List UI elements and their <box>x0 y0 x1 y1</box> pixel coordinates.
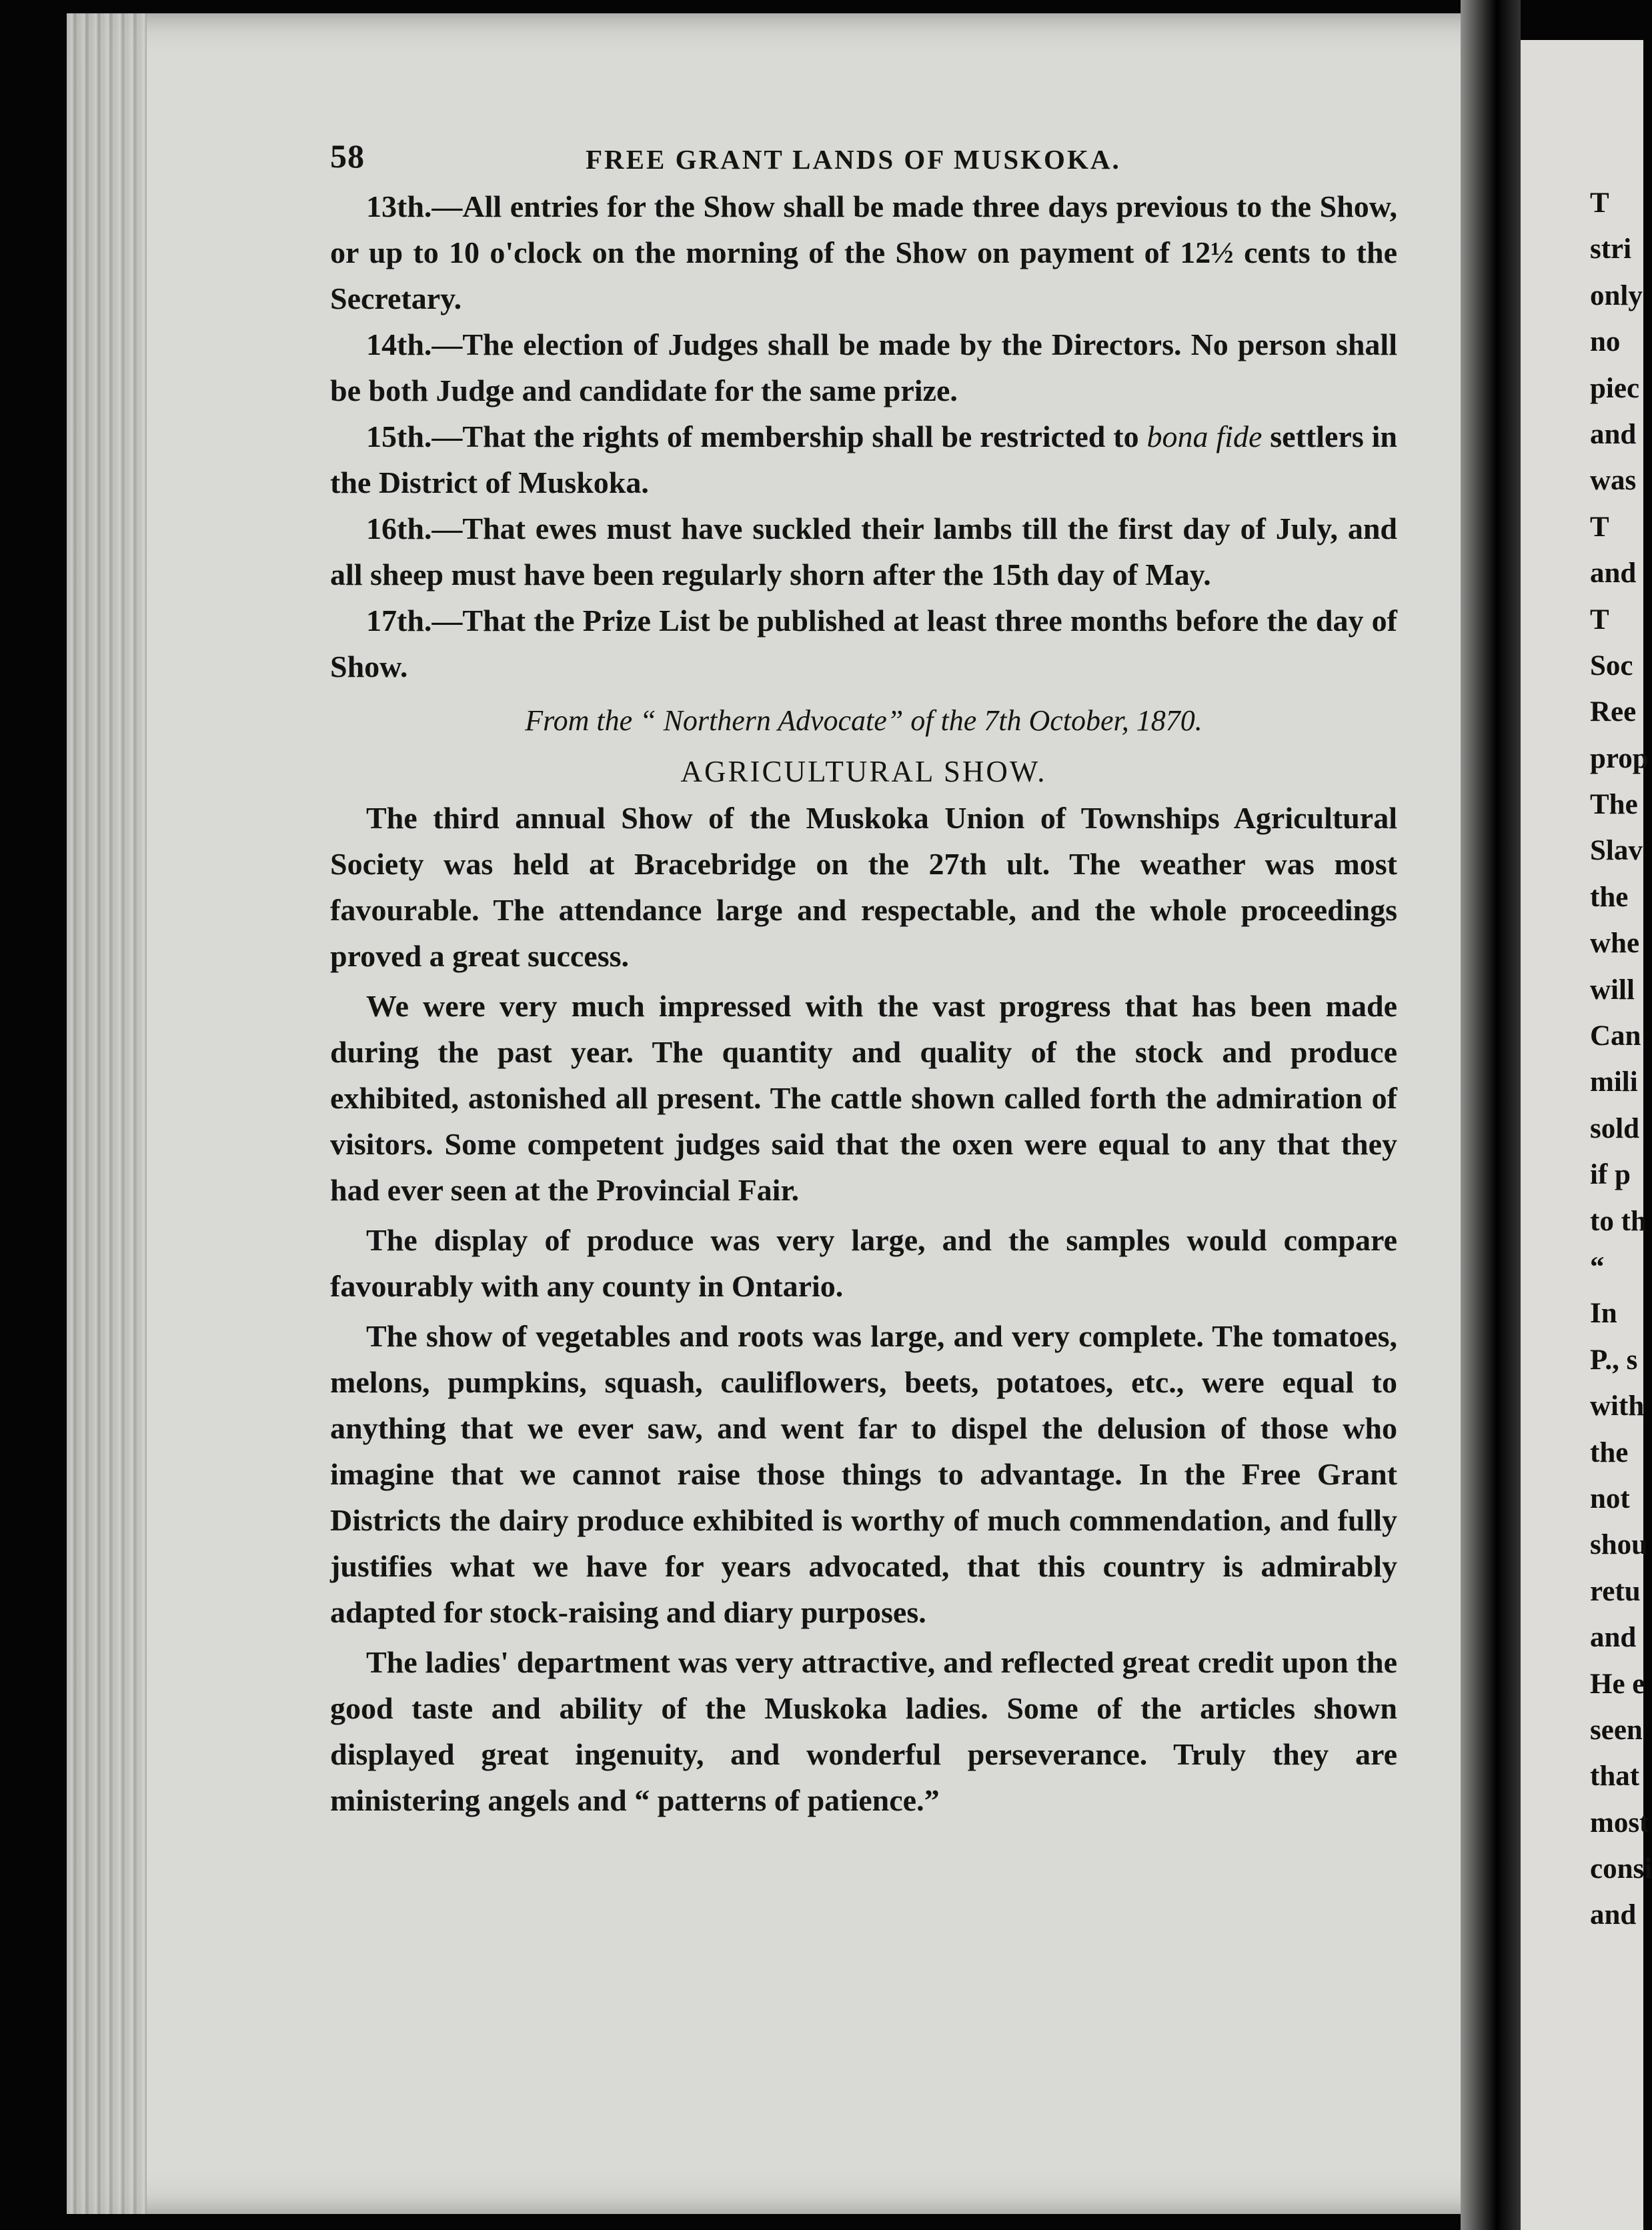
page-content <box>330 123 1397 1823</box>
page-number: 58 <box>330 137 365 175</box>
article-paragraph: The third annual Show of the Muskoka Union of Townships Agricultural Society was held at Bracebridge on the 27th ult. The weather was most favourable. The attendance large and respectable, and the whole proceedings proved a great success. <box>330 801 1397 973</box>
right-page-fragment: T <box>1590 187 1609 219</box>
right-page-fragment: only <box>1590 279 1643 311</box>
right-page-fragment: and <box>1590 1622 1637 1654</box>
right-page-fragment: if p <box>1590 1159 1631 1191</box>
rule-13: 13th.—All entries for the Show shall be made three days previous to the Show, or up to 10 o'clock on the morning of the Show on payment of 12½ cents to the Secretary. <box>330 189 1397 315</box>
right-page-fragment: sold <box>1590 1112 1640 1144</box>
rule-15-tail: settlers in the District of Muskoka. <box>330 419 1397 499</box>
page-edge-stack <box>67 13 147 2214</box>
right-page-fragment: “ <box>1590 1251 1605 1283</box>
right-page-fragment: He e <box>1590 1668 1645 1700</box>
right-page-fragment: T <box>1590 604 1609 636</box>
right-page-fragment: Slav <box>1590 835 1643 867</box>
rule-16: 16th.—That ewes must have suckled their lambs till the first day of July, and all sheep must have been regularly shorn after the 15th day of May. <box>330 511 1397 592</box>
article-paragraph: The display of produce was very large, and the samples would compare favourably with any county in Ontario. <box>330 1223 1397 1303</box>
right-page-fragment: the <box>1590 881 1629 913</box>
right-page-fragment: stri <box>1590 233 1632 265</box>
right-page-fragment: T <box>1590 511 1609 543</box>
rule-15 <box>330 413 1397 505</box>
right-page-fragment: Soc <box>1590 650 1633 682</box>
rule-15-text: 15th.—That the rights of membership shall be restricted to <box>366 419 1147 453</box>
right-page-fragment: was <box>1590 465 1637 497</box>
right-page-fragment: prop <box>1590 742 1649 774</box>
right-page-fragment: P., s <box>1590 1344 1638 1376</box>
right-page-fragment: Can <box>1590 1020 1641 1052</box>
right-page-fragment: and <box>1590 418 1637 450</box>
source-line: From the “ Northern Advocate” of the 7th October, 1870. <box>525 704 1202 737</box>
right-page-fragment: and <box>1590 558 1637 590</box>
article-paragraph: The ladies' department was very attractive, and reflected great credit upon the good taste and ability of the Muskoka ladies. Some of the articles shown displayed great ingenuity, and wonderful perseverance. Truly they are ministering angels and “ patterns of patience.” <box>330 1645 1397 1817</box>
right-page-fragment: Ree <box>1590 696 1637 728</box>
right-page-fragment: piec <box>1590 372 1640 404</box>
running-head-title: FREE GRANT LANDS OF MUSKOKA. <box>586 144 1121 175</box>
right-page-fragment: most <box>1590 1807 1649 1839</box>
right-page-fragment: retu <box>1590 1575 1641 1607</box>
right-page-fragment: seen <box>1590 1714 1643 1746</box>
right-page-fragment: with <box>1590 1390 1645 1422</box>
right-page-fragment: and <box>1590 1899 1637 1931</box>
right-page-fragment: not <box>1590 1482 1630 1514</box>
rule-17: 17th.—That the Prize List be published at least three months before the day of Show. <box>330 604 1397 684</box>
right-page-fragment: to th <box>1590 1205 1647 1237</box>
right-page-text-fragments <box>1590 180 1652 1939</box>
right-page-fragment: no <box>1590 326 1621 358</box>
right-page-fragment: that <box>1590 1761 1640 1793</box>
article-heading: AGRICULTURAL SHOW. <box>680 755 1047 788</box>
right-page-fragment: consi <box>1590 1853 1652 1885</box>
right-page-fragment: the <box>1590 1436 1629 1468</box>
right-page-fragment: will <box>1590 974 1635 1006</box>
article-paragraph: We were very much impressed with the vast progress that has been made during the past year. The quantity and quality of the stock and produce exhibited, astonished all present. The cattle shown called forth the admiration of visitors. Some competent judges said that the oxen were equal to any that they had ever seen at the Provincial Fair. <box>330 989 1397 1207</box>
right-page-fragment: The <box>1590 789 1638 821</box>
right-page-fragment: whe <box>1590 928 1640 960</box>
right-page-fragment: mili <box>1590 1066 1638 1098</box>
article-paragraph: The show of vegetables and roots was large, and very complete. The tomatoes, melons, pumpkins, squash, cauliflowers, beets, potatoes, etc., were equal to anything that we ever saw, and went far to dispel the delusion of those who imagine that we cannot raise those things to advantage. In the Free Grant Districts the dairy produce exhibited is worthy of much commendation, and fully justifies what we have for years advocated, that this country is admirably adapted for stock-raising and diary purposes. <box>330 1319 1397 1629</box>
rule-15-italic: bona fide <box>1146 419 1263 453</box>
right-page-fragment: shou <box>1590 1529 1648 1561</box>
running-head <box>330 123 1397 183</box>
right-page-fragment: In <box>1590 1298 1617 1330</box>
book-gutter <box>1461 0 1521 2230</box>
rule-14: 14th.—The election of Judges shall be made by the Directors. No person shall be both Judge and candidate for the same prize. <box>330 327 1397 407</box>
